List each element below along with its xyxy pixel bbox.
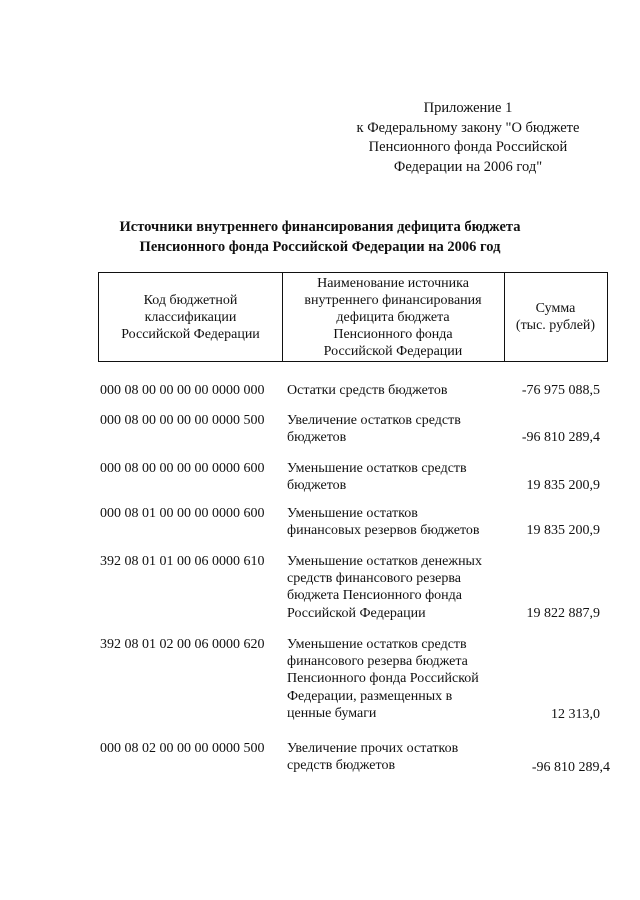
row-code: 392 08 01 01 00 06 0000 610 xyxy=(100,554,265,569)
row-code: 000 08 01 00 00 00 0000 600 xyxy=(100,506,265,521)
row-amount: 12 313,0 xyxy=(551,707,600,722)
row-amount: -76 975 088,5 xyxy=(521,383,600,398)
row-amount: 19 835 200,9 xyxy=(526,478,600,493)
document-title xyxy=(40,218,600,257)
appendix-line: Приложение 1 xyxy=(423,100,513,116)
row-name: Уменьшение остатков денежных средств финансового резерва бюджета Пенсионного фонда Российской Федерации xyxy=(287,554,482,621)
row-code: 392 08 01 02 00 06 0000 620 xyxy=(100,637,265,652)
row-name: Увеличение остатков средств бюджетов xyxy=(287,413,461,446)
header-code xyxy=(99,273,283,361)
header-amount-label: Сумма (тыс. рублей) xyxy=(515,301,596,333)
row-amount: -96 810 289,4 xyxy=(531,760,610,775)
header-amount xyxy=(504,273,607,361)
appendix-line: к Федеральному закону "О бюджете xyxy=(356,119,580,136)
row-code: 000 08 00 00 00 00 0000 500 xyxy=(100,413,265,428)
header-name-label: Наименование источника внутреннего финансирования дефицита бюджета Пенсионного фонда Российской Федерации xyxy=(304,275,482,359)
header-code-label: Код бюджетной классификации Российской Федерации xyxy=(121,292,260,342)
row-amount: 19 822 887,9 xyxy=(526,606,600,621)
row-name: Остатки средств бюджетов xyxy=(287,383,448,398)
title-line: Пенсионного фонда Российской Федерации на 2006 год xyxy=(139,238,501,255)
row-name: Увеличение прочих остатков средств бюджетов xyxy=(287,741,459,774)
row-code: 000 08 02 00 00 00 0000 500 xyxy=(100,741,265,756)
row-name: Уменьшение остатков финансовых резервов бюджетов xyxy=(287,506,480,539)
row-code: 000 08 00 00 00 00 0000 000 xyxy=(100,383,265,398)
appendix-note xyxy=(318,99,618,177)
row-name: Уменьшение остатков средств финансового резерва бюджета Пенсионного фонда Российской Федерации, размещенных в ценные бумаги xyxy=(287,637,479,721)
row-amount: -96 810 289,4 xyxy=(521,430,600,445)
row-code: 000 08 00 00 00 00 0000 600 xyxy=(100,461,265,476)
row-name: Уменьшение остатков средств бюджетов xyxy=(287,461,467,494)
header-name xyxy=(282,273,505,361)
table-header xyxy=(98,272,608,362)
title-line: Источники внутреннего финансирования дефицита бюджета xyxy=(119,219,521,235)
appendix-line: Пенсионного фонда Российской xyxy=(368,139,568,155)
row-amount: 19 835 200,9 xyxy=(526,523,600,538)
appendix-line: Федерации на 2006 год" xyxy=(393,158,543,175)
